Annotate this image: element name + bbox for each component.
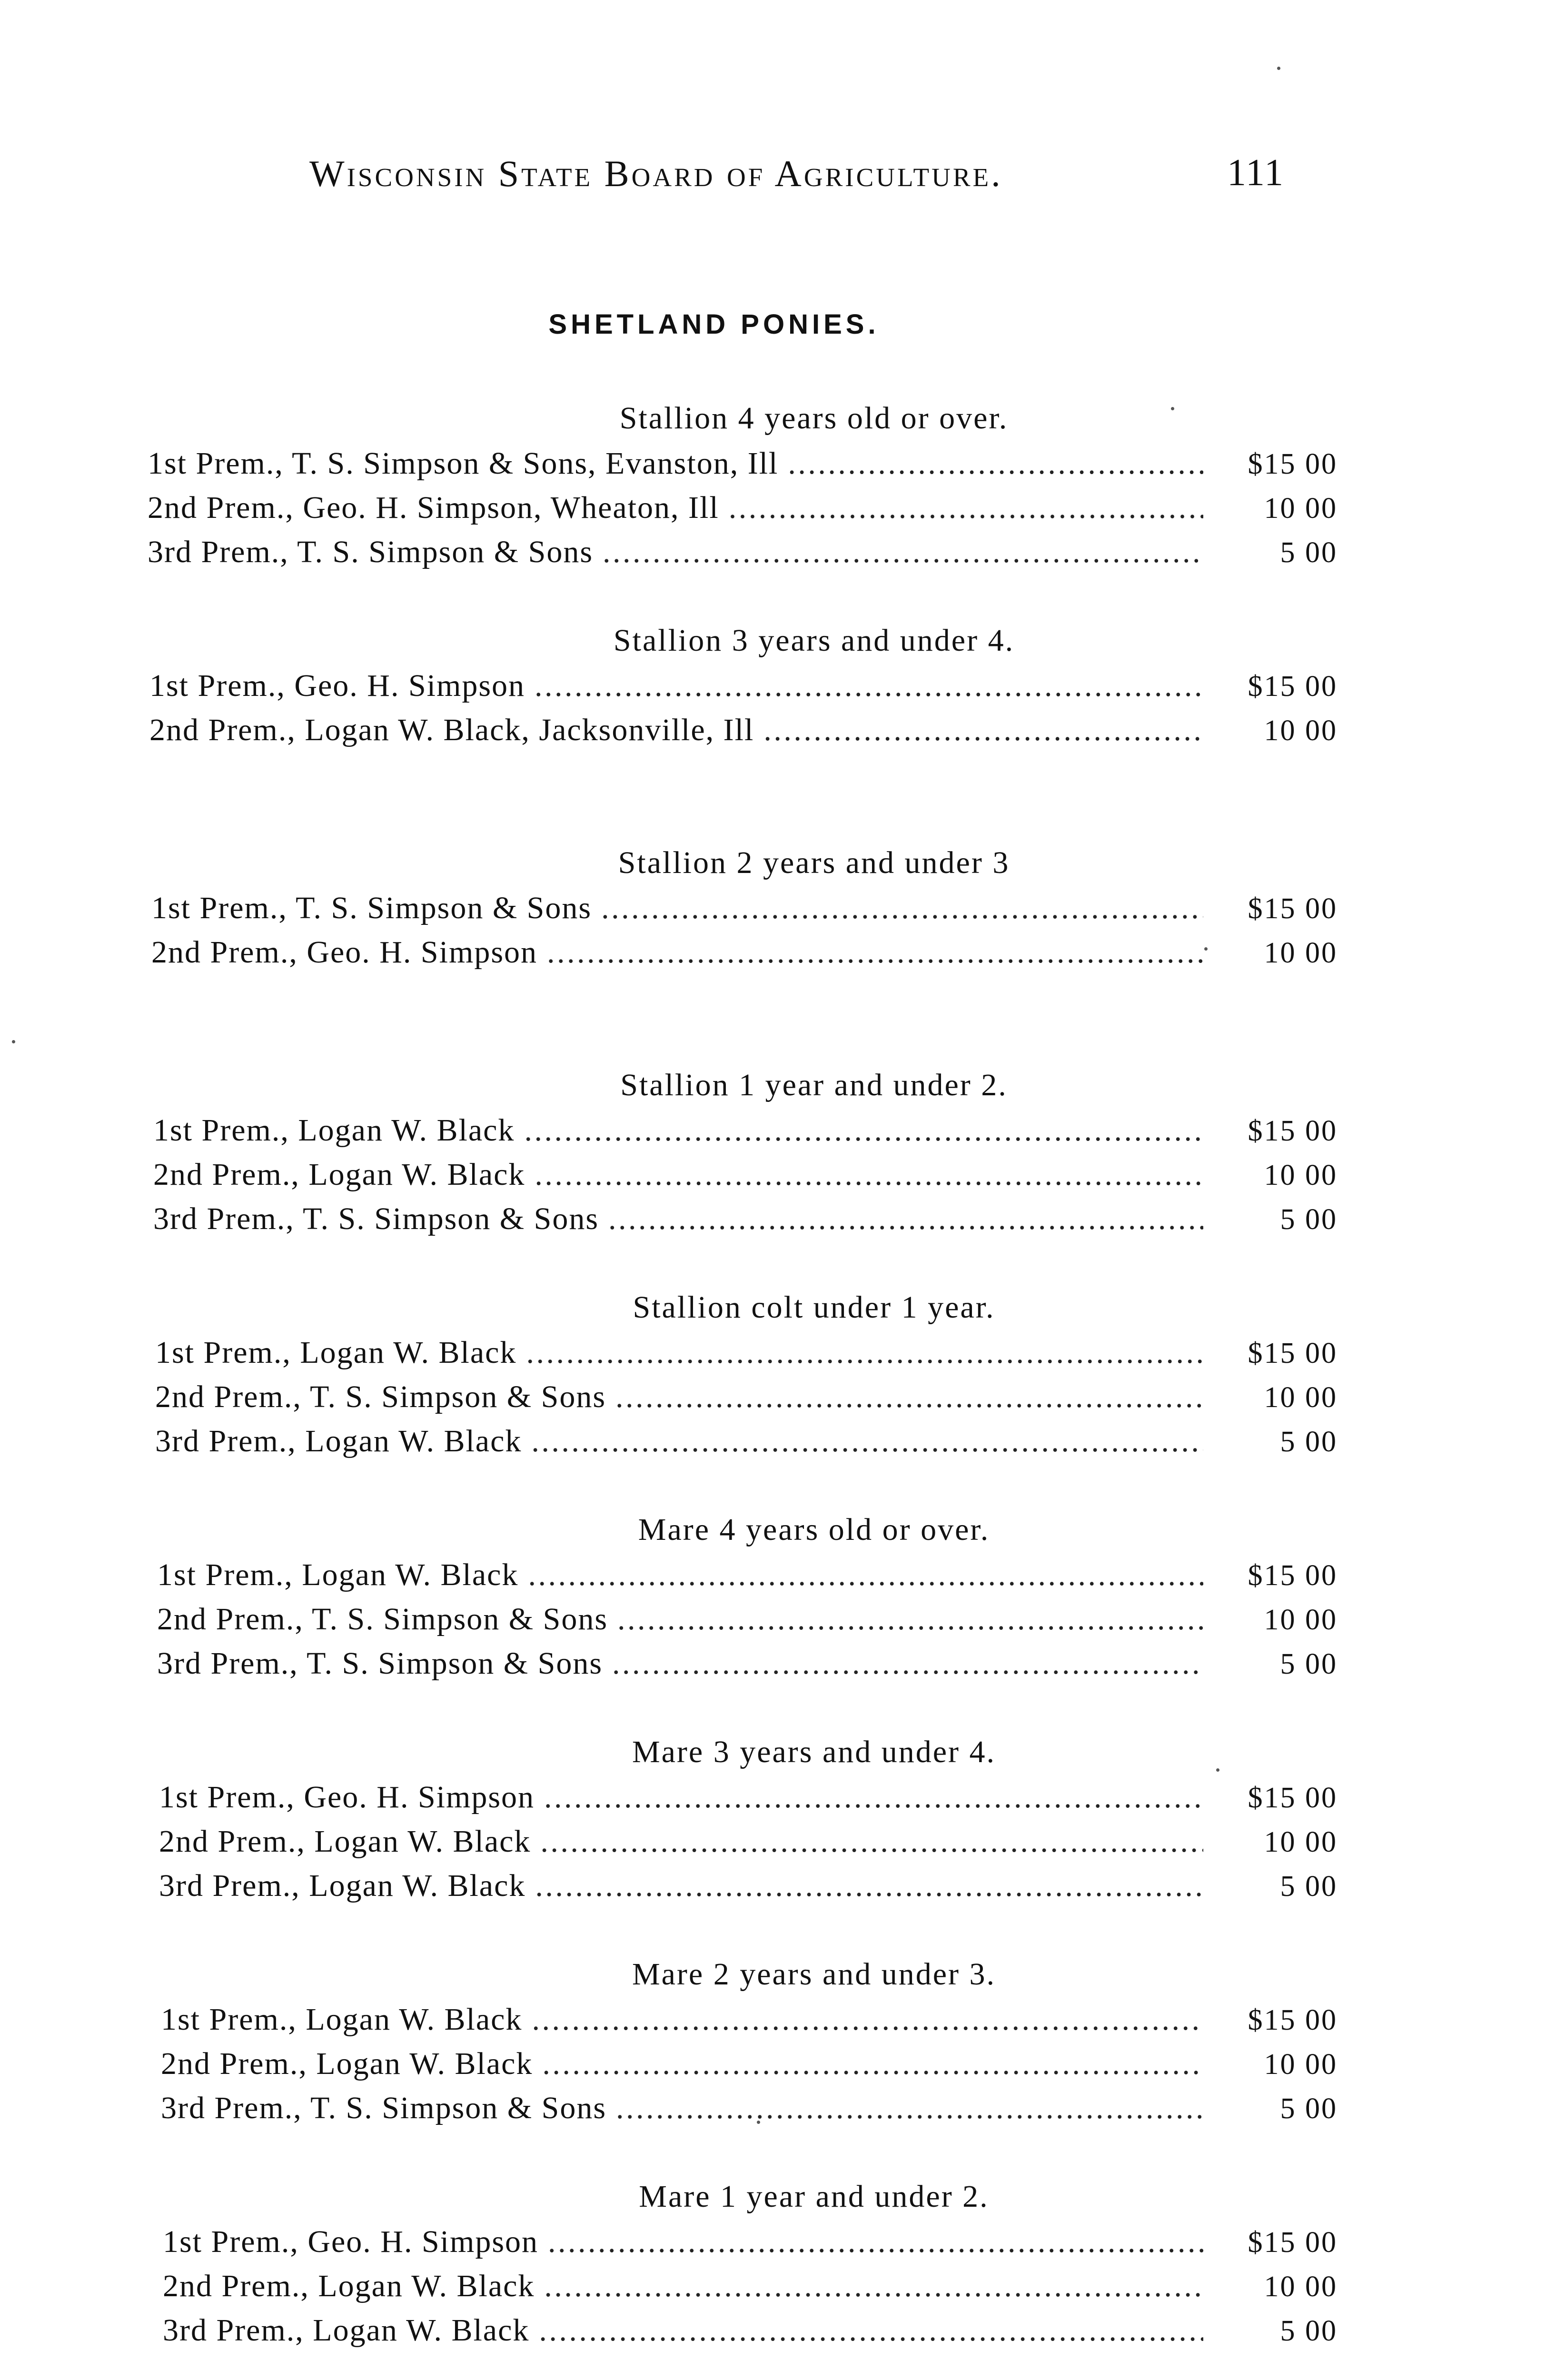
dot-leader	[544, 1775, 1203, 1819]
class-block	[148, 395, 1338, 617]
award-recipient: 2nd Prem., Logan W. Black	[163, 2269, 535, 2303]
award-row	[148, 886, 1338, 930]
award-amount: $15 00	[1248, 1115, 1338, 1147]
award-amount: $15 00	[1248, 670, 1338, 703]
award-recipient: 3rd Prem., Logan W. Black	[163, 2313, 530, 2348]
print-speck	[1204, 947, 1208, 951]
award-row	[148, 1775, 1338, 1819]
dot-leader	[535, 1152, 1203, 1197]
award-recipient: 2nd Prem., Geo. H. Simpson	[151, 935, 537, 970]
section-title: SHETLAND PONIES.	[548, 309, 880, 340]
award-amount: 10 00	[1264, 1604, 1338, 1636]
page-number: 111	[1227, 152, 1285, 194]
class-block	[148, 1951, 1338, 2173]
award-recipient: 1st Prem., Logan W. Black	[155, 1335, 517, 1370]
award-amount: 10 00	[1264, 492, 1338, 525]
award-row	[148, 1375, 1338, 1419]
class-heading: Mare 3 years and under 4.	[632, 1735, 996, 1769]
dot-leader	[528, 1553, 1203, 1597]
award-row	[148, 1330, 1338, 1375]
class-heading: Stallion 4 years old or over.	[619, 401, 1009, 436]
class-heading: Stallion 3 years and under 4.	[613, 623, 1015, 658]
award-amount: $15 00	[1248, 2004, 1338, 2036]
class-heading: Mare 4 years old or over.	[638, 1512, 990, 1547]
award-row	[148, 441, 1338, 486]
award-row	[148, 1108, 1338, 1152]
award-recipient: 2nd Prem., Logan W. Black	[159, 1824, 531, 1859]
award-amount: 5 00	[1280, 1870, 1338, 1903]
award-amount: 10 00	[1264, 1159, 1338, 1191]
award-recipient: 2nd Prem., T. S. Simpson & Sons	[155, 1379, 606, 1414]
class-block	[148, 617, 1338, 840]
dot-leader	[612, 1641, 1203, 1686]
dot-leader	[526, 1330, 1203, 1375]
class-block	[148, 1062, 1338, 1284]
award-row	[148, 1419, 1338, 1463]
award-row	[148, 530, 1338, 574]
award-recipient: 1st Prem., Logan W. Black	[153, 1113, 515, 1148]
award-row	[148, 2042, 1338, 2086]
premium-list	[148, 395, 1338, 2380]
award-amount: 5 00	[1280, 536, 1338, 569]
award-recipient: 2nd Prem., Logan W. Black, Jacksonville, Ill	[149, 713, 754, 747]
class-block	[148, 1507, 1338, 1729]
print-speck	[1216, 1768, 1219, 1772]
award-amount: $15 00	[1248, 1782, 1338, 1814]
award-amount: $15 00	[1248, 2226, 1338, 2259]
award-row	[148, 1997, 1338, 2042]
dot-leader	[763, 708, 1203, 752]
dot-leader	[544, 2264, 1203, 2308]
award-amount: 10 00	[1264, 2271, 1338, 2303]
print-speck	[1277, 67, 1280, 70]
award-row	[148, 1597, 1338, 1641]
award-amount: $15 00	[1248, 448, 1338, 480]
award-amount: 5 00	[1280, 1648, 1338, 1680]
award-row	[148, 2086, 1338, 2130]
class-heading: Stallion 2 years and under 3	[618, 845, 1010, 880]
dot-leader	[601, 886, 1203, 930]
award-amount: 10 00	[1264, 1381, 1338, 1414]
award-recipient: 3rd Prem., T. S. Simpson & Sons	[157, 1646, 603, 1681]
award-recipient: 3rd Prem., T. S. Simpson & Sons	[148, 535, 594, 569]
award-amount: 5 00	[1280, 2092, 1338, 2125]
award-recipient: 1st Prem., Geo. H. Simpson	[149, 668, 525, 703]
dot-leader	[535, 1864, 1203, 1908]
dot-leader	[603, 530, 1203, 574]
dot-leader	[539, 2308, 1203, 2352]
running-head: Wisconsin State Board of Agriculture.	[309, 153, 1003, 194]
print-speck	[1171, 407, 1174, 410]
award-recipient: 2nd Prem., Logan W. Black	[161, 2046, 533, 2081]
dot-leader	[729, 486, 1203, 530]
class-block	[148, 1729, 1338, 1951]
dot-leader	[548, 2220, 1203, 2264]
award-recipient: 2nd Prem., Geo. H. Simpson, Wheaton, Ill	[148, 490, 719, 525]
class-block	[148, 1284, 1338, 1507]
award-row	[148, 1152, 1338, 1197]
award-row	[148, 2264, 1338, 2308]
class-block	[148, 2173, 1338, 2380]
award-row	[148, 1819, 1338, 1864]
award-row	[148, 2220, 1338, 2264]
award-row	[148, 1641, 1338, 1686]
class-heading: Stallion 1 year and under 2.	[620, 1068, 1008, 1102]
class-heading: Stallion colt under 1 year.	[633, 1290, 995, 1325]
award-recipient: 2nd Prem., Logan W. Black	[153, 1157, 525, 1192]
dot-leader	[608, 1197, 1203, 1241]
award-row	[148, 664, 1338, 708]
award-recipient: 1st Prem., T. S. Simpson & Sons, Evanston, Ill	[148, 446, 779, 481]
award-recipient: 2nd Prem., T. S. Simpson & Sons	[157, 1602, 608, 1636]
award-amount: $15 00	[1248, 1337, 1338, 1369]
award-recipient: 1st Prem., Logan W. Black	[157, 1557, 519, 1592]
award-row	[148, 708, 1338, 752]
award-amount: 5 00	[1280, 1426, 1338, 1458]
award-row	[148, 1553, 1338, 1597]
dot-leader	[788, 441, 1203, 486]
class-heading: Mare 1 year and under 2.	[639, 2179, 989, 2214]
print-speck	[757, 2121, 760, 2124]
award-row	[148, 1864, 1338, 1908]
dot-leader	[540, 1819, 1203, 1864]
award-recipient: 1st Prem., Geo. H. Simpson	[159, 1780, 535, 1815]
award-amount: 5 00	[1280, 2315, 1338, 2347]
award-recipient: 3rd Prem., T. S. Simpson & Sons	[161, 2091, 607, 2125]
dot-leader	[542, 2042, 1203, 2086]
award-amount: 10 00	[1264, 937, 1338, 969]
dot-leader	[532, 1997, 1203, 2042]
award-amount: 5 00	[1280, 1203, 1338, 1236]
award-amount: $15 00	[1248, 892, 1338, 925]
award-recipient: 1st Prem., Logan W. Black	[161, 2002, 523, 2037]
award-row	[148, 930, 1338, 974]
dot-leader	[616, 2086, 1203, 2130]
award-amount: 10 00	[1264, 1826, 1338, 1858]
dot-leader	[547, 930, 1203, 974]
class-heading: Mare 2 years and under 3.	[632, 1957, 996, 1992]
award-recipient: 1st Prem., T. S. Simpson & Sons	[151, 891, 592, 925]
award-recipient: 3rd Prem., T. S. Simpson & Sons	[153, 1201, 599, 1236]
print-speck	[12, 1040, 15, 1043]
award-recipient: 1st Prem., Geo. H. Simpson	[163, 2224, 539, 2259]
award-row	[148, 1197, 1338, 1241]
dot-leader	[531, 1419, 1203, 1463]
award-row	[148, 2308, 1338, 2352]
award-amount: 10 00	[1264, 714, 1338, 747]
class-block	[148, 840, 1338, 1062]
award-recipient: 3rd Prem., Logan W. Black	[155, 1424, 522, 1458]
dot-leader	[615, 1375, 1203, 1419]
dot-leader	[535, 664, 1203, 708]
award-recipient: 3rd Prem., Logan W. Black	[159, 1868, 526, 1903]
dot-leader	[524, 1108, 1203, 1152]
award-amount: 10 00	[1264, 2048, 1338, 2081]
dot-leader	[617, 1597, 1203, 1641]
award-row	[148, 486, 1338, 530]
award-amount: $15 00	[1248, 1559, 1338, 1592]
